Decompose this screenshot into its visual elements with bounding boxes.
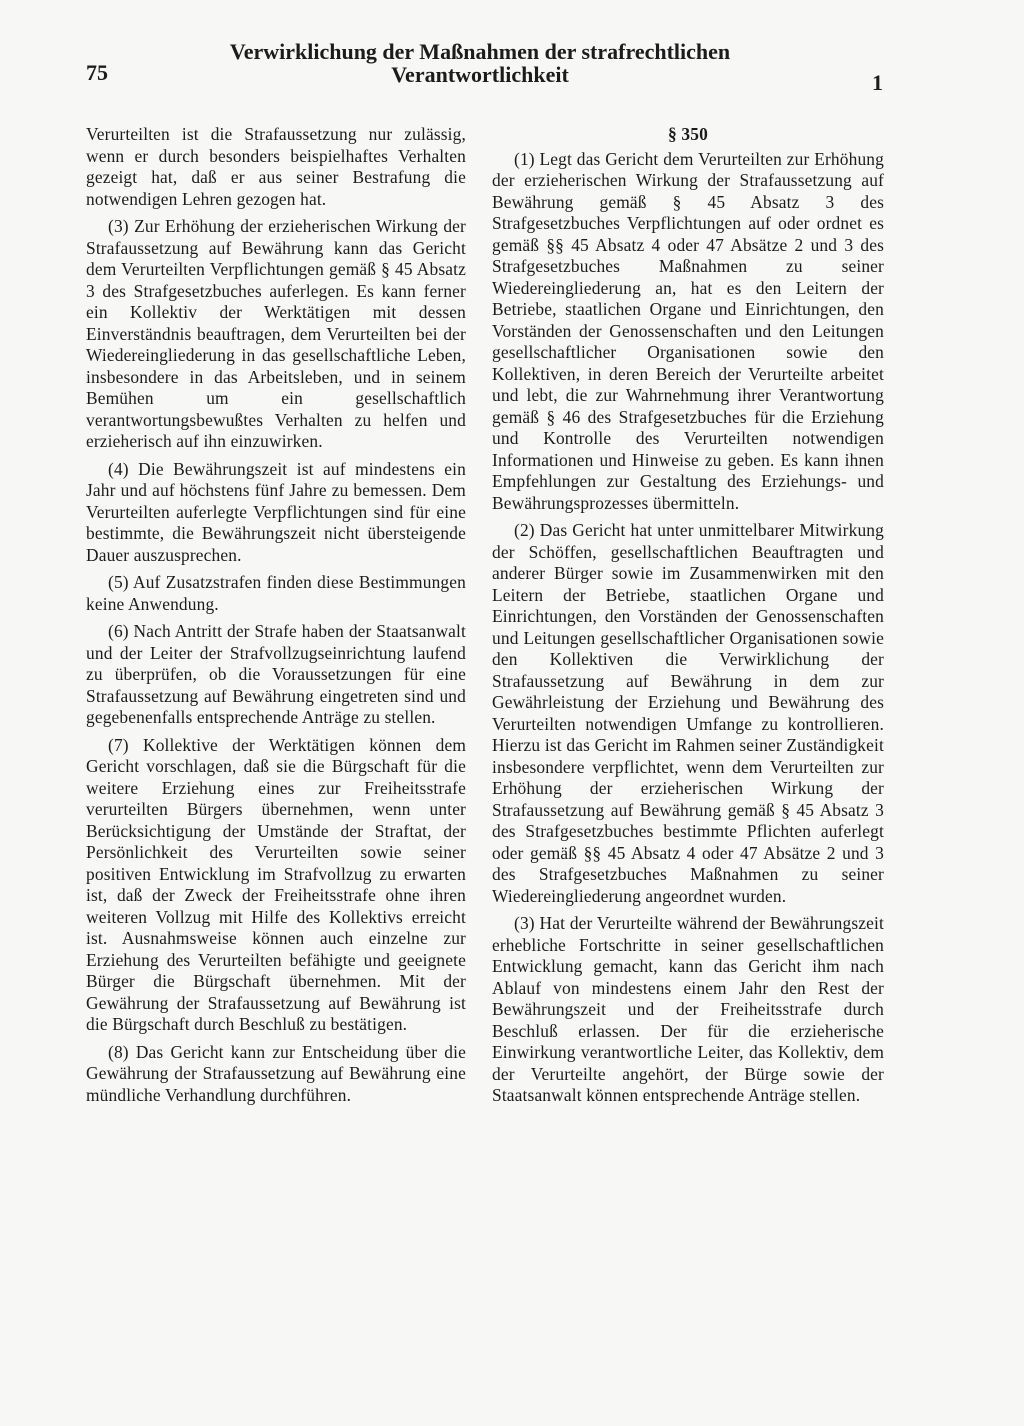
chapter-number: 1 <box>872 70 883 95</box>
page-title: Verwirklichung der Maßnahmen der strafrechtlichen Verantwortlichkeit <box>229 39 731 87</box>
paragraph-350-1: (1) Legt das Gericht dem Verurteilten zur Erhöhung der erzieherischen Wirkung der Strafaussetzung auf Bewährung gemäß § 45 Absatz 3 des Strafgesetzbuches Verpflichtungen auf oder ordnet es gemäß §§ 45 Absatz 4 oder 47 Absätze 2 und 3 des Strafgesetzbuches Maßnahmen zu seiner Wiedereingliederung an, hat es den Leitern der Betriebe, staatlichen Organe und Einrichtungen, den Vorständen der Genossenschaften und den Leitungen gesellschaftlicher Organisationen sowie den Kollektiven, in deren Bereich der Verurteilte arbeitet und lebt, die zur Wahrnehmung ihrer Verantwortung gemäß § 46 des Strafgesetzbuches für die Erziehung und Kontrolle des Verurteilten notwendigen Informationen und Hinweise zu geben. Es kann ihnen Empfehlungen zur Gestaltung des Erziehungs- und Bewährungsprozesses übermitteln. <box>492 148 884 513</box>
paragraph-350-2: (2) Das Gericht hat unter unmittelbarer Mitwirkung der Schöffen, gesellschaftlichen Beauftragten und anderer Bürger sowie im Zusammenwirken mit den Leitern der Betriebe, staatlichen Organe und Einrichtungen, den Vorständen der Genossenschaften und Leitungen gesellschaftlicher Organisationen sowie den Kollektiven die Verwirklichung der Strafaussetzung auf Bewährung in dem zur Gewährleistung der Erziehung und Bewährung des Verurteilten notwendigen Umfange zu kontrollieren. Hierzu ist das Gericht im Rahmen seiner Zuständigkeit insbesondere verpflichtet, wenn dem Verurteilten zur Erhöhung der erzieherischen Wirkung der Strafaussetzung auf Bewährung gemäß § 45 Absatz 3 des Strafgesetzbuches bestimmte Pflichten auferlegt oder gemäß §§ 45 Absatz 4 oder 47 Absätze 2 und 3 des Strafgesetzbuches Maßnahmen zu seiner Wiedereingliederung angeordnet wurden. <box>492 520 884 906</box>
paragraph-continuation: Verurteilten ist die Strafaussetzung nur zulässig, wenn er durch besonders beispielhaftes Verhalten gezeigt hat, daß er aus seiner Bestrafung die notwendigen Lehren gezogen hat. <box>86 124 466 209</box>
left-column <box>86 124 466 1112</box>
paragraph-350-3: (3) Hat der Verurteilte während der Bewährungszeit erhebliche Fortschritte in seiner gesellschaftlichen Entwicklung gemacht, kann das Gericht ihm nach Ablauf von mindestens einem Jahr den Rest der Bewährungszeit und der Freiheitsstrafe durch Beschluß erlassen. Der für die erzieherische Einwirkung verantwortliche Leiter, das Kollektiv, dem der Verurteilte angehört, der Bürge sowie der Staatsanwalt können entsprechende Anträge stellen. <box>492 913 884 1105</box>
paragraph-8: (8) Das Gericht kann zur Entscheidung über die Gewährung der Strafaussetzung auf Bewährung eine mündliche Verhandlung durchführen. <box>86 1041 466 1105</box>
right-column <box>492 124 884 1113</box>
paragraph-4: (4) Die Bewährungszeit ist auf mindestens ein Jahr und auf höchstens fünf Jahre zu bemessen. Dem Verurteilten auferlegte Verpflichtungen sind für eine bestimmte, die Bewährungszeit nicht übersteigende Dauer auszusprechen. <box>86 458 466 565</box>
paragraph-6: (6) Nach Antritt der Strafe haben der Staatsanwalt und der Leiter der Strafvollzugseinrichtung laufend zu überprüfen, ob die Voraussetzungen für eine Strafaussetzung auf Bewährung eingetreten sind und gegebenenfalls entsprechende Anträge zu stellen. <box>86 621 466 727</box>
page-number: 75 <box>86 60 108 85</box>
paragraph-3: (3) Zur Erhöhung der erzieherischen Wirkung der Strafaussetzung auf Bewährung kann das Gericht dem Verurteilten Verpflichtungen gemäß § 45 Absatz 3 des Strafgesetzbuches auferlegen. Es kann ferner ein Kollektiv der Werktätigen mit dessen Einverständnis beauftragen, dem Verurteilten bei der Wiedereingliederung in das gesellschaftliche Leben, insbesondere in das Arbeitsleben, und in seinem Bemühen um ein gesellschaftlich verantwortungsbewußtes Verhalten zu helfen und erzieherisch auf ihn einzuwirken. <box>86 216 466 451</box>
paragraph-5: (5) Auf Zusatzstrafen finden diese Bestimmungen keine Anwendung. <box>86 572 466 614</box>
paragraph-7: (7) Kollektive der Werktätigen können dem Gericht vorschlagen, daß sie die Bürgschaft für die weitere Erziehung eines zur Freiheitsstrafe verurteilten Bürgers übernehmen, wenn unter Berücksichtigung der Umstände der Straftat, der Persönlichkeit des Verurteilten sowie seiner positiven Entwicklung im Strafvollzug zu erwarten ist, daß der Zweck der Freiheitsstrafe ohne ihren weiteren Vollzug mit Hilfe des Kollektivs erreicht ist. Ausnahmsweise können auch einzelne zur Erziehung des Verurteilten befähigte und geeignete Bürger die Bürgschaft übernehmen. Mit der Gewährung der Strafaussetzung auf Bewährung ist die Bürgschaft durch Beschluß zu bestätigen. <box>86 734 466 1034</box>
section-heading: § 350 <box>668 124 708 144</box>
